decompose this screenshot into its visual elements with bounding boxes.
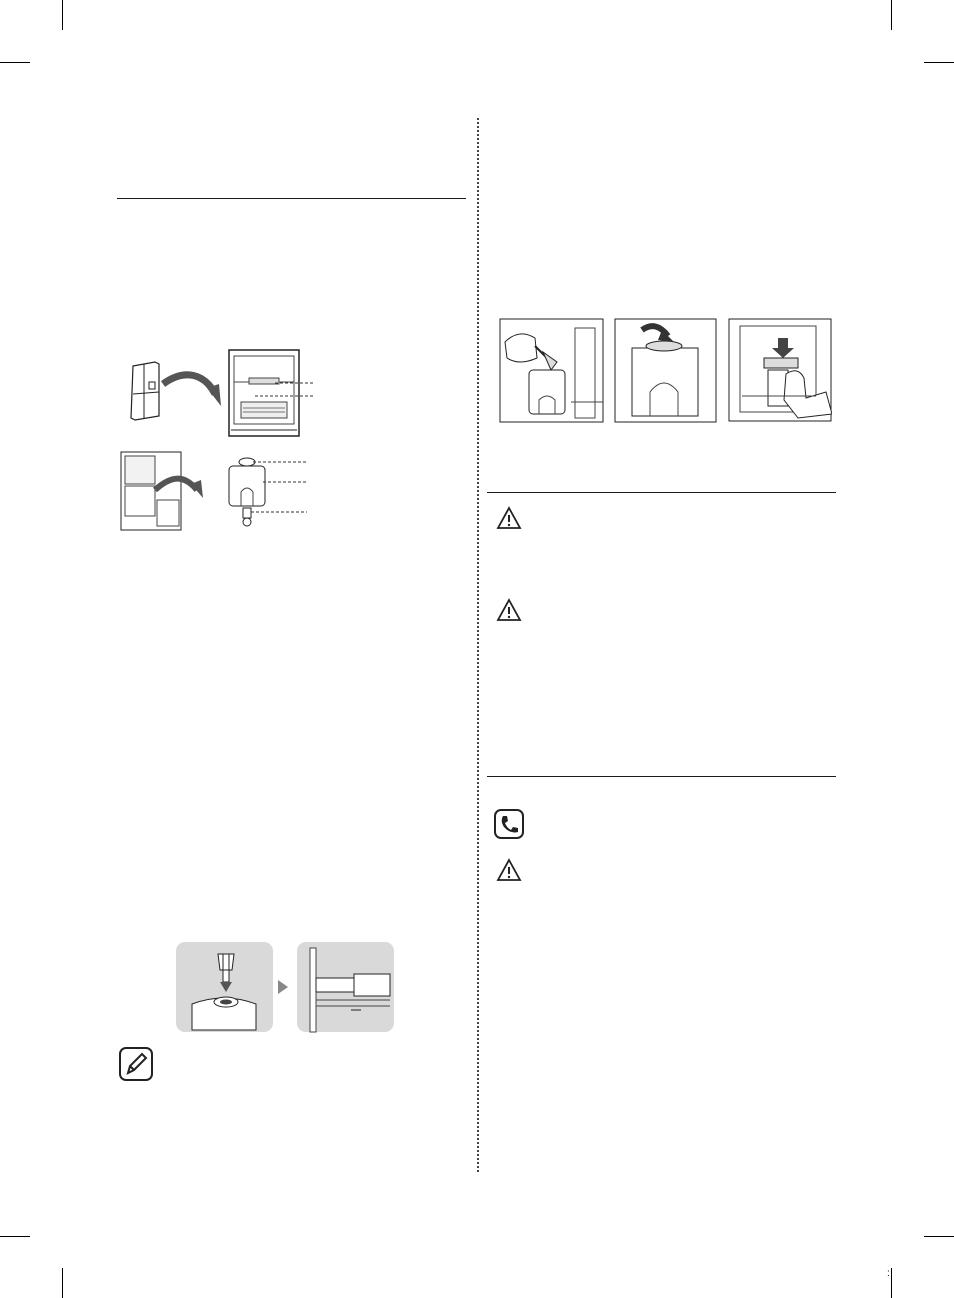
crop-mark: [0, 1236, 30, 1237]
crop-mark: [891, 0, 892, 30]
tank-valve-assembly-figure: [176, 940, 394, 1034]
section-rule: [487, 492, 836, 493]
note-pencil-icon: [118, 1046, 154, 1082]
phone-icon: [493, 808, 525, 840]
filling-tank-step-2: [614, 318, 717, 423]
column-divider: [477, 118, 479, 1172]
crop-mark: [62, 0, 63, 30]
crop-mark: [924, 1236, 954, 1237]
section-rule: [487, 776, 836, 777]
warning-triangle-icon: [496, 598, 522, 622]
page-number: :: [887, 1268, 890, 1279]
crop-mark: [0, 62, 30, 63]
dispenser-location-figure: [125, 346, 325, 440]
filling-tank-step-3: [728, 318, 832, 422]
crop-mark: [62, 1268, 63, 1298]
crop-mark: [924, 62, 954, 63]
filling-tank-step-1: [499, 318, 604, 423]
section-rule: [117, 198, 466, 199]
warning-triangle-icon: [496, 858, 522, 882]
water-tank-parts-figure: [117, 450, 315, 534]
warning-triangle-icon: [496, 506, 522, 530]
crop-mark: [891, 1268, 892, 1298]
